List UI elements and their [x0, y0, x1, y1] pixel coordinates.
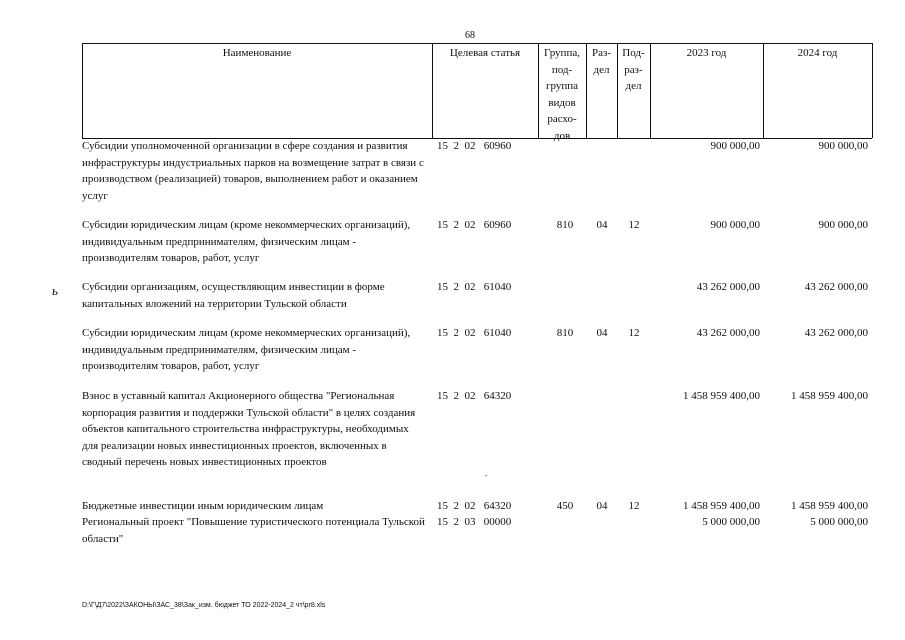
row-name: Субсидии юридическим лицам (кроме некоммерческих организаций), индивидуальным предпринимателям, физическим лицам - производителям товаров, работ, услуг — [82, 327, 411, 372]
header-2024: 2024 год — [797, 47, 838, 59]
row-razdel: 04 — [596, 219, 608, 231]
row-2023: 1 458 959 400,00 — [683, 500, 760, 512]
row-2023: 900 000,00 — [710, 140, 760, 152]
row-podrazdel: 12 — [628, 500, 640, 512]
row-name: Субсидии юридическим лицам (кроме некоммерческих организаций), индивидуальным предпринимателям, физическим лицам - производителям товаров, работ, услуг — [82, 219, 411, 264]
row-code: 15 2 02 60960 — [437, 140, 512, 152]
row-group: 810 — [556, 327, 574, 339]
row-code: 15 2 02 64320 — [437, 390, 512, 402]
header-2023: 2023 год — [686, 47, 727, 59]
row-name: Взнос в уставный капитал Акционерного общества "Региональная корпорация развития и поддержки Тульской области" в целях создания объектов капитального строительства инфраструктуры, необходимых для реализации новых инвестиционных проектов, включенных в сводный перечень новых инвестиционных проектов — [82, 390, 416, 468]
header-group: Группа, под- группа видов расхо- дов — [544, 47, 580, 142]
header-name: Наименование — [222, 47, 292, 59]
row-2023: 1 458 959 400,00 — [683, 390, 760, 402]
row-2023: 43 262 000,00 — [696, 281, 760, 293]
row-2023: 900 000,00 — [710, 219, 760, 231]
row-code: 15 2 02 61040 — [437, 281, 512, 293]
row-2023: 43 262 000,00 — [696, 327, 760, 339]
row-2024: 900 000,00 — [818, 219, 868, 231]
header-razdel: Раз- дел — [591, 47, 611, 76]
header-target: Целевая статья — [449, 47, 521, 59]
scan-speck: . — [485, 468, 488, 478]
page-number: 68 — [465, 30, 475, 41]
row-name: Субсидии организациям, осуществляющим инвестиции в форме капитальных вложений на территории Тульской области — [82, 281, 385, 310]
row-2024: 43 262 000,00 — [804, 327, 868, 339]
row-2023: 5 000 000,00 — [702, 516, 760, 528]
row-name: Региональный проект "Повышение туристического потенциала Тульской области" — [82, 516, 425, 545]
row-2024: 1 458 959 400,00 — [791, 390, 868, 402]
row-code: 15 2 02 61040 — [437, 327, 512, 339]
row-2024: 1 458 959 400,00 — [791, 500, 868, 512]
row-podrazdel: 12 — [628, 327, 640, 339]
header-podrazdel: Под- раз- дел — [622, 47, 645, 92]
row-code: 15 2 02 60960 — [437, 219, 512, 231]
row-2024: 900 000,00 — [818, 140, 868, 152]
row-group: 810 — [556, 219, 574, 231]
row-2024: 5 000 000,00 — [810, 516, 868, 528]
row-podrazdel: 12 — [628, 219, 640, 231]
row-name: Субсидии уполномоченной организации в сфере создания и развития инфраструктуры индустриальных парков на возмещение затрат в связи с производством (реализацией) товаров, выполнением работ и оказанием услуг — [82, 140, 424, 202]
row-name: Бюджетные инвестиции иным юридическим лицам — [82, 500, 324, 512]
row-2024: 43 262 000,00 — [804, 281, 868, 293]
row-code: 15 2 03 00000 — [437, 516, 512, 528]
row-group: 450 — [556, 500, 574, 512]
row-code: 15 2 02 64320 — [437, 500, 512, 512]
header-divider — [872, 43, 873, 138]
file-path-footer: D:\Г\Д7\2022\ЗАКОНЫ\ЗАС_38\Зак_изм. бюджет ТО 2022-2024_2 чт\pr8.xls — [82, 602, 326, 609]
row-razdel: 04 — [596, 327, 608, 339]
handwritten-margin-mark: ь — [52, 283, 58, 298]
row-razdel: 04 — [596, 500, 608, 512]
